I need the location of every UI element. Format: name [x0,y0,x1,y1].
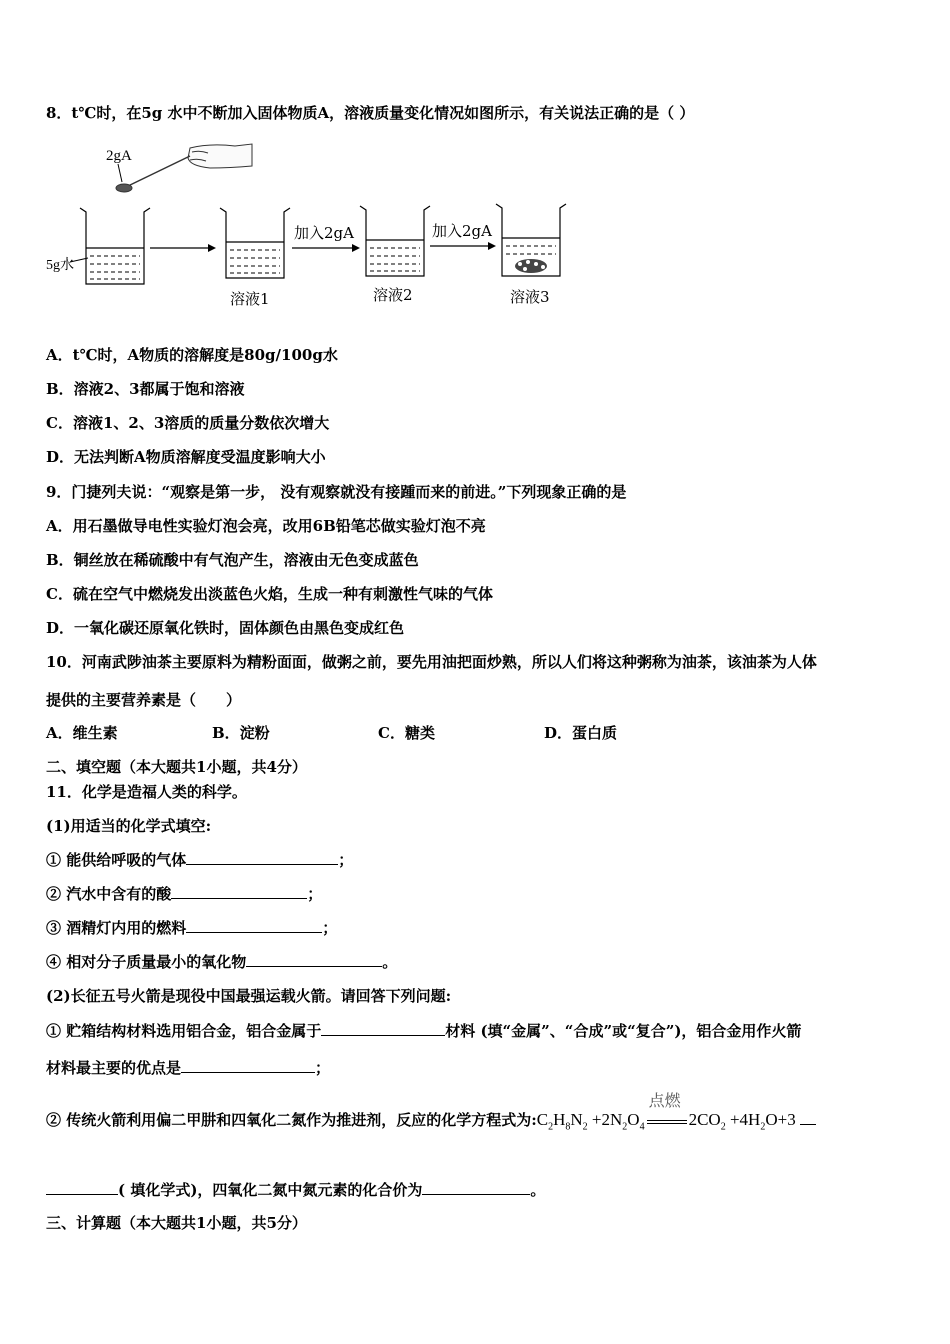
q11-part2: (2)长征五号火箭是现役中国最强运载火箭。请回答下列问题: [46,987,452,1005]
answer-blank[interactable] [800,1110,816,1125]
q9-option-a: A．用石墨做导电性实验灯泡会亮，改用6B铅笔芯做实验灯泡不亮 [46,517,486,535]
q10-option-c: C．糖类 [378,724,435,742]
q11-p2-line4 [46,1180,545,1200]
beaker-solution-1 [220,208,290,278]
q10-option-a: A．维生素 [46,724,118,742]
q11-p2-line1 [46,1021,801,1041]
label-add-2: 加入2gA [432,222,492,240]
q9-option-d: D．一氧化碳还原氧化铁时，固体颜色由黑色变成红色 [46,619,405,637]
q8-stem: 8．t℃时，在5g 水中不断加入固体物质A，溶液质量变化情况如图所示，有关说法正确的是（ ） [46,104,695,122]
section-3-heading: 三、计算题（本大题共1小题，共5分） [46,1214,307,1232]
section-2-heading: 二、填空题（本大题共1小题，共4分） [46,758,307,776]
q11-p2-line1-b: 材料 (填“金属”、“合成”或“复合”)，铝合金用作火箭 [445,1022,802,1040]
label-solution-3: 溶液3 [510,288,550,306]
label-water: 5g水 [46,258,74,273]
q9-option-c: C．硫在空气中燃烧发出淡蓝色火焰，生成一种有刺激性气味的气体 [46,585,493,603]
answer-blank[interactable] [171,884,307,899]
q11-item-2-text: ② 汽水中含有的酸 [46,885,172,903]
q11-stem: 11．化学是造福人类的科学。 [46,783,247,801]
q8-figure [40,138,580,313]
label-solution-1: 溶液1 [230,290,270,308]
q11-p2-line4-end: 。 [530,1181,546,1199]
q11-item-4-text: ④ 相对分子质量最小的氧化物 [46,953,247,971]
q10-option-b: B．淀粉 [212,724,270,742]
answer-blank[interactable] [186,918,322,933]
q10-options [46,723,617,743]
condition-text: 点燃 [648,1093,681,1111]
q10-option-d: D．蛋白质 [544,724,618,742]
q8-option-d: D．无法判断A物质溶解度受温度影响大小 [46,448,326,466]
answer-blank[interactable] [46,1180,118,1195]
q9-option-b: B．铜丝放在稀硫酸中有气泡产生，溶液由无色变成蓝色 [46,551,419,569]
q11-item-4 [46,952,397,972]
q10-stem-line1: 10．河南武陟油茶主要原料为精粉面面，做粥之前，要先用油把面炒熟，所以人们将这种粥称为油茶，该油茶为人体 [46,653,817,671]
q11-item-1-text: ① 能供给呼吸的气体 [46,851,187,869]
q8-option-b: B．溶液2、3都属于饱和溶液 [46,380,245,398]
q11-p2-line2-end: ； [315,1059,331,1077]
answer-blank[interactable] [422,1180,530,1195]
q11-p2-line2 [46,1058,330,1078]
q9-stem: 9．门捷列夫说：“观察是第一步， 没有观察就没有接踵而来的前进。”下列现象正确的是 [46,483,627,501]
answer-blank[interactable] [246,952,382,967]
q11-p2-line4-a: ( 填化学式)，四氧化二氮中氮元素的化合价为 [118,1181,423,1199]
answer-blank[interactable] [186,850,338,865]
q11-item-1-end: ； [338,851,354,869]
label-2ga: 2gA [106,148,132,164]
label-solution-2: 溶液2 [373,286,413,304]
q11-p2-line2-a: 材料最主要的优点是 [46,1059,182,1077]
answer-blank[interactable] [321,1021,445,1036]
q11-item-3-text: ③ 酒精灯内用的燃料 [46,919,187,937]
q11-p2-line3 [46,1093,816,1137]
reaction-condition [647,1093,687,1124]
q11-item-2 [46,884,322,904]
label-add-1: 加入2gA [294,224,354,242]
q11-p2-line3-a: ② 传统火箭利用偏二甲肼和四氧化二氮作为推进剂，反应的化学方程式为: [46,1111,537,1129]
q11-p2-line1-a: ① 贮箱结构材料选用铝合金，铝合金属于 [46,1022,322,1040]
beaker-solution-2 [360,206,430,276]
equation-tail: +3 [777,1110,796,1129]
chemical-equation: $C_2H_8N_2 +2N_2O_4$ 点燃 $2CO_2 +4H_2O+3$ [536,1093,796,1133]
q8-option-c: C．溶液1、2、3溶质的质量分数依次增大 [46,414,330,432]
q8-option-a: A．t℃时，A物质的溶解度是80g/100g水 [46,346,338,364]
precipitate-icon [515,259,547,273]
q11-item-1 [46,850,353,870]
answer-blank[interactable] [181,1058,315,1073]
q11-item-3-end: ； [322,919,338,937]
q11-part1: (1)用适当的化学式填空: [46,817,212,835]
beaker-water [80,208,150,284]
q11-item-2-end: ； [307,885,323,903]
spoon-hand-icon [116,144,252,192]
q10-stem-line2: 提供的主要营养素是（ ） [46,691,242,709]
q11-item-4-end: 。 [382,953,398,971]
q11-item-3 [46,918,337,938]
